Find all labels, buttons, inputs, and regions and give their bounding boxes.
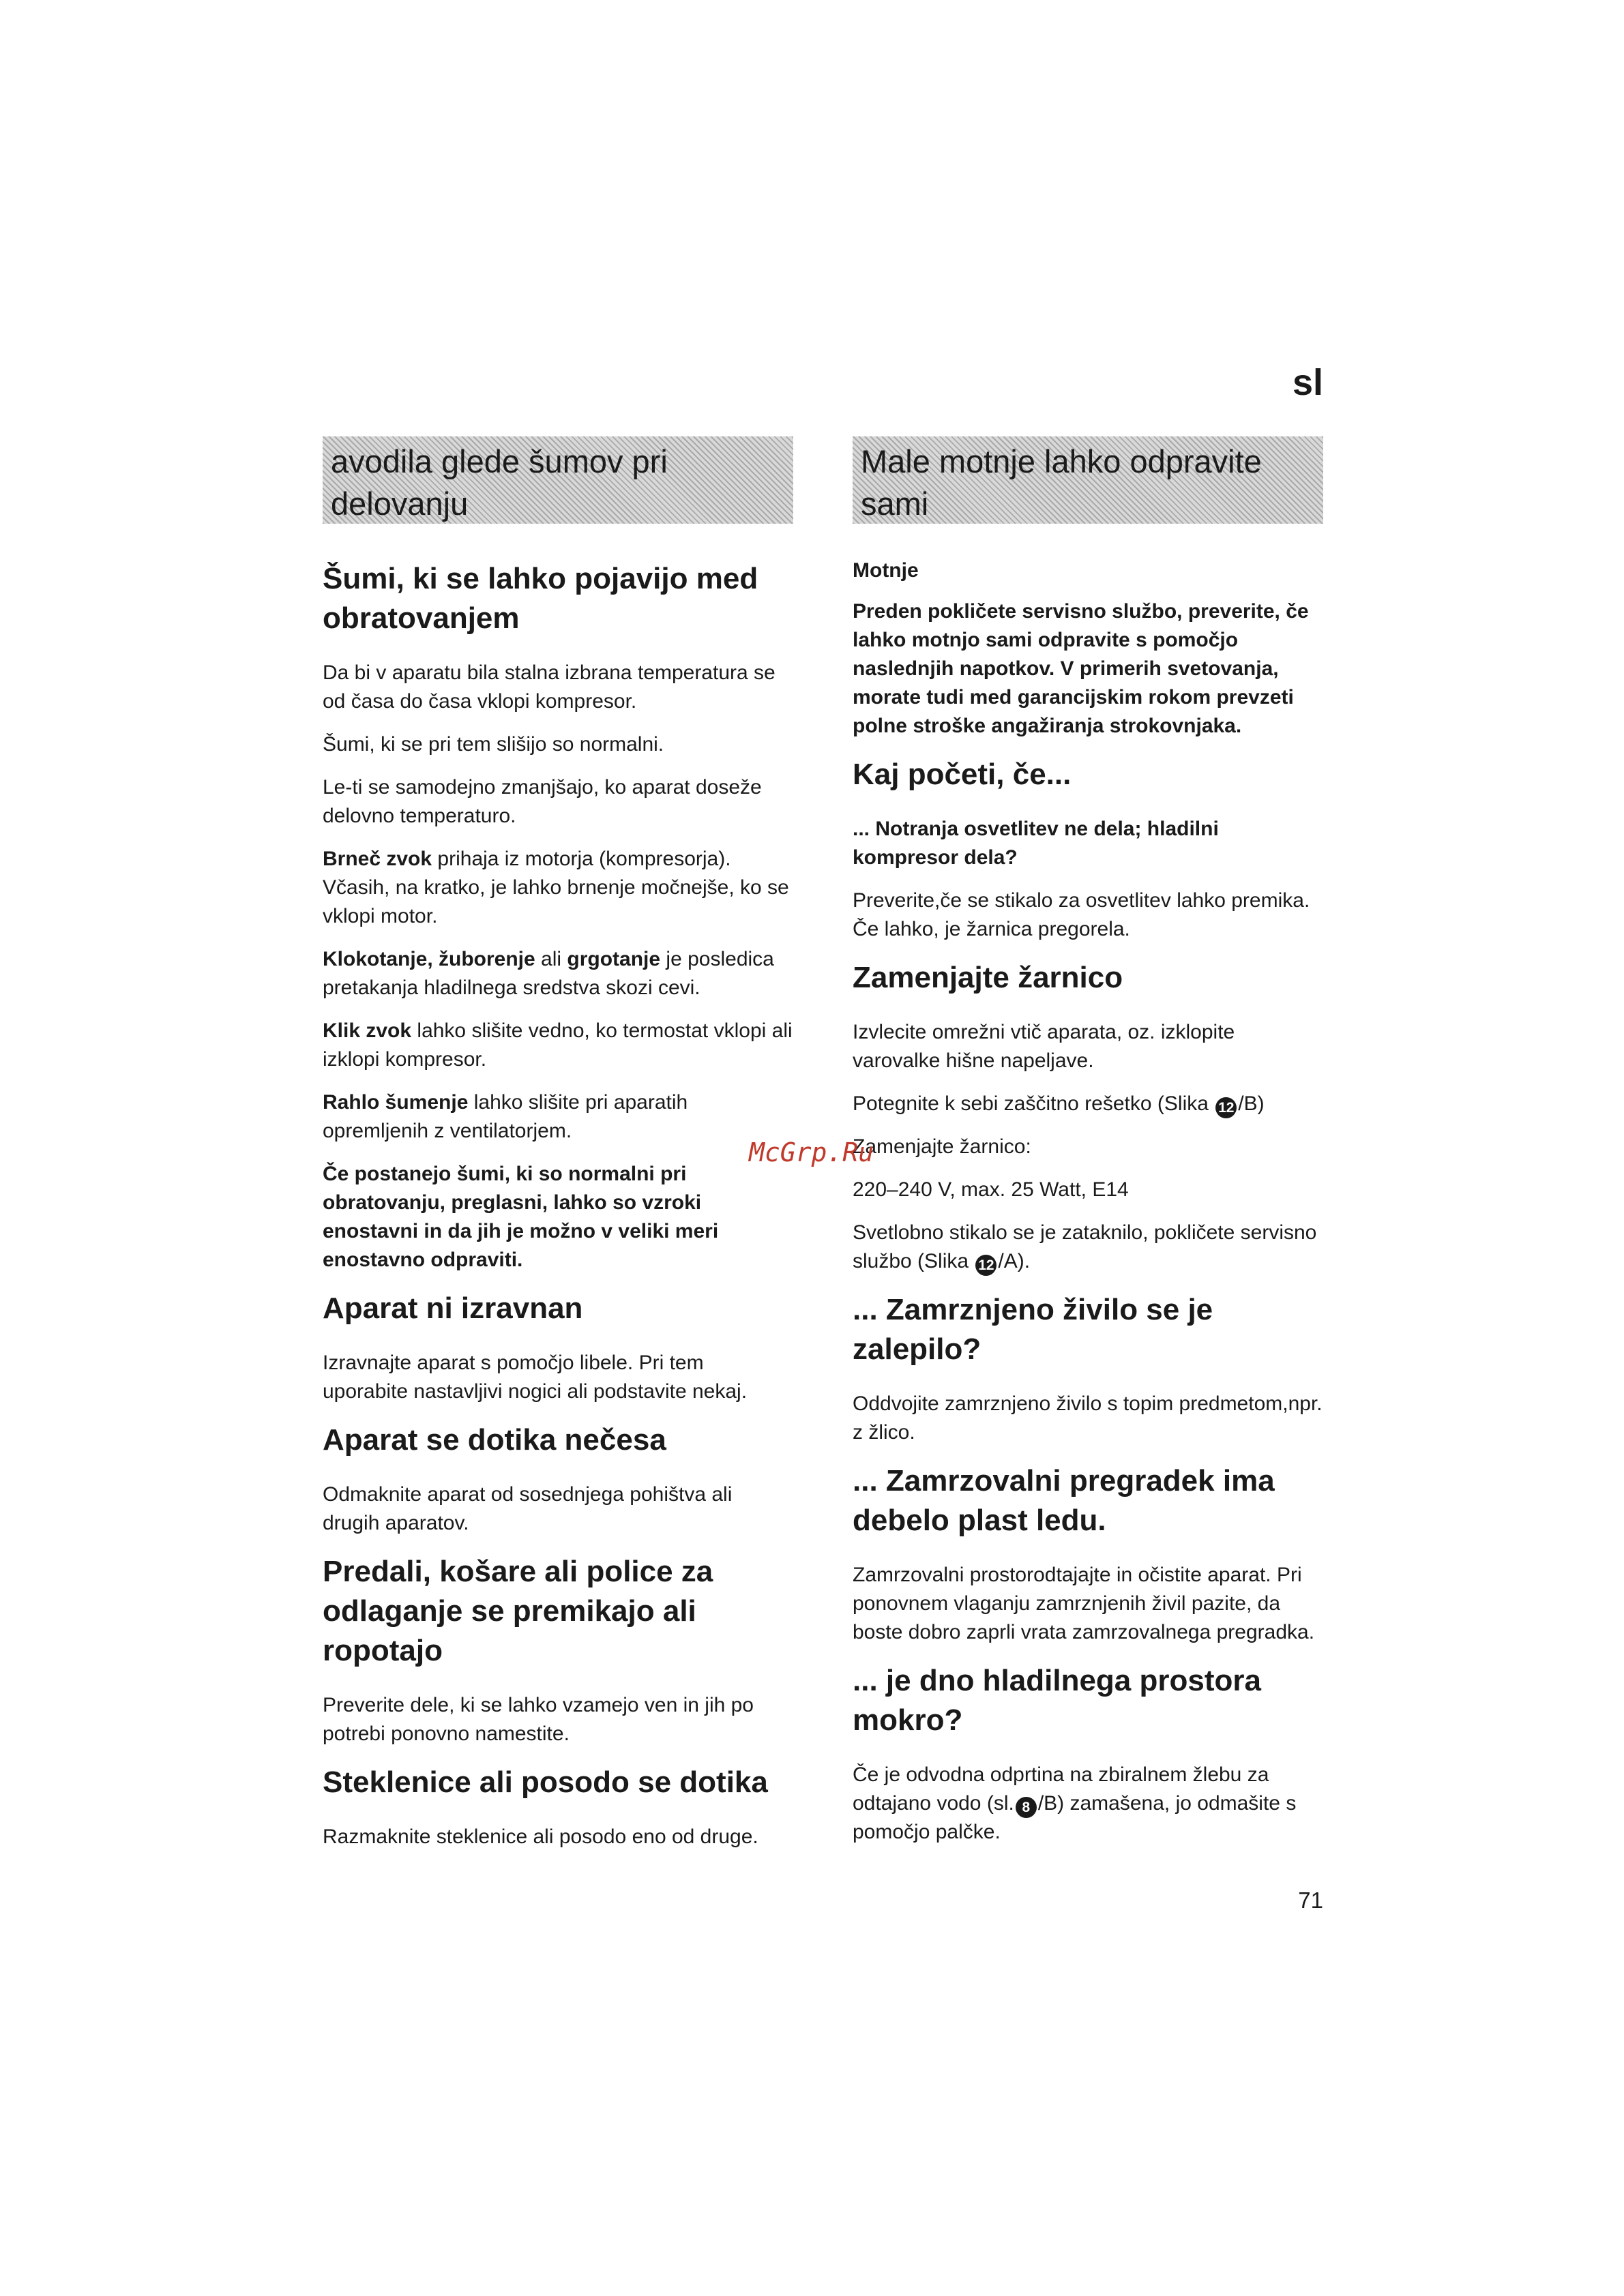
bold-term: Klokotanje, žuborenje — [323, 948, 535, 970]
label-faults: Motnje — [853, 559, 919, 582]
text: Svetlobno stikalo se je zataknilo, pokličete servisno službo (Slika — [853, 1221, 1317, 1272]
paragraph-click — [323, 1017, 793, 1074]
paragraph: Razmaknite steklenice ali posodo eno od druge. — [323, 1825, 758, 1848]
text: Potegnite k sebi zaščitno rešetko (Slika — [853, 1092, 1215, 1115]
left-column — [323, 436, 793, 1866]
paragraph: Izravnajte aparat s pomočjo libele. Pri tem uporabite nastavljivi nogici ali podstavite nekaj. — [323, 1352, 748, 1403]
paragraph-figure-ref — [853, 1090, 1323, 1118]
paragraph: Preverite dele, ki se lahko vzamejo ven in jih po potrebi ponovno namestite. — [323, 1694, 754, 1745]
bold-term: Brneč zvok — [323, 848, 432, 870]
intro-paragraph: Preden pokličete servisno službo, preverite, če lahko motnjo sami odpravite s pomočjo naslednjih napotkov. V primerih svetovanja, morate tudi med garancijskim rokom prevzeti polne stroške angažiranja strokovnjaka. — [853, 600, 1309, 737]
text: /B) zamašena, jo odmašite s pomočjo palčke. — [853, 1792, 1297, 1843]
bold-term: Rahlo šumenje — [323, 1091, 469, 1114]
paragraph-hum — [323, 845, 793, 931]
header-line-2: sami — [861, 486, 929, 522]
figure-number-badge: 8 — [1016, 1797, 1037, 1818]
header-line-2: delovanju — [331, 486, 469, 522]
language-tag: sl — [1292, 362, 1323, 403]
paragraph-bold-note: Če postanejo šumi, ki so normalni pri obratovanju, preglasni, lahko so vzroki enostavni in da jih je možno v veliki meri enostavno odpraviti. — [323, 1163, 719, 1271]
heading-replace-bulb: Zamenjajte žarnico — [853, 961, 1123, 994]
heading-wet-bottom: ... je dno hladilnega prostora mokro? — [853, 1664, 1261, 1737]
paragraph: Oddvojite zamrznjeno živilo s topim predmetom,npr. z žlico. — [853, 1392, 1323, 1444]
paragraph-bulb-spec: 220–240 V, max. 25 Watt, E14 — [853, 1178, 1129, 1201]
text: /A). — [998, 1250, 1031, 1272]
text: /B) — [1238, 1092, 1265, 1115]
paragraph-figure-ref — [853, 1761, 1323, 1847]
heading-what-to-do: Kaj početi, če... — [853, 758, 1072, 791]
heading-touching: Aparat se dotika nečesa — [323, 1423, 666, 1457]
figure-number-badge: 12 — [975, 1255, 996, 1276]
paragraph: Da bi v aparatu bila stalna izbrana temperatura se od časa do časa vklopi kompresor. — [323, 661, 776, 713]
paragraph-rustle — [323, 1088, 793, 1146]
header-line-1: avodila glede šumov pri — [331, 443, 668, 479]
paragraph-gurgle — [323, 945, 793, 1002]
paragraph-figure-ref — [853, 1219, 1323, 1276]
heading-drawers: Predali, košare ali police za odlaganje se premikajo ali ropotajo — [323, 1555, 713, 1667]
bold-term: Klik zvok — [323, 1019, 412, 1042]
header-line-1: Male motnje lahko odpravite — [861, 443, 1262, 479]
bold-term: grgotanje — [567, 948, 661, 970]
paragraph: Odmaknite aparat od sosednjega pohištva ali drugih aparatov. — [323, 1483, 733, 1534]
text: ali — [535, 948, 567, 970]
text: prihaja iz motorja (kompresorja). Včasih, na kratko, je lahko brnenje močnejše, ko se vklopi motor. — [323, 848, 789, 927]
text: lahko slišite pri aparatih opremljenih z ventilatorjem. — [323, 1091, 688, 1142]
heading-ice-layer: ... Zamrzovalni pregradek ima debelo plast ledu. — [853, 1464, 1275, 1537]
paragraph: Le-ti se samodejno zmanjšajo, ko aparat doseže delovno temperaturo. — [323, 776, 762, 827]
watermark: McGrp.Ru — [749, 1137, 874, 1167]
right-column — [853, 436, 1323, 1861]
paragraph: Preverite,če se stikalo za osvetlitev lahko premika. Če lahko, je žarnica pregorela. — [853, 889, 1310, 940]
paragraph: Zamrzovalni prostorodtajajte in očistite aparat. Pri ponovnem vlaganju zamrznjenih živil pazite, da boste dobro zaprli vrata zamrzovalnega pregradka. — [853, 1564, 1315, 1643]
heading-noises: Šumi, ki se lahko pojavijo med obratovanjem — [323, 562, 758, 635]
text: Če je odvodna odprtina na zbiralnem žlebu za odtajano vodo (sl. — [853, 1763, 1269, 1815]
text: lahko slišite vedno, ko termostat vklopi ali izklopi kompresor. — [323, 1019, 793, 1071]
figure-number-badge: 12 — [1215, 1097, 1237, 1118]
question-light: ... Notranja osvetlitev ne dela; hladilni kompresor dela? — [853, 818, 1219, 869]
text: je posledica pretakanja hladilnega sredstva skozi cevi. — [323, 948, 774, 999]
heading-bottles: Steklenice ali posodo se dotika — [323, 1765, 768, 1799]
page-number: 71 — [1298, 1888, 1323, 1913]
paragraph: Zamenjajte žarnico: — [853, 1135, 1031, 1158]
heading-frozen-stuck: ... Zamrznjeno živilo se je zalepilo? — [853, 1293, 1213, 1366]
paragraph: Izvlecite omrežni vtič aparata, oz. izklopite varovalke hišne napeljave. — [853, 1021, 1235, 1072]
paragraph: Šumi, ki se pri tem slišijo so normalni. — [323, 733, 664, 756]
section-header-faults — [853, 436, 1323, 524]
section-header-noise — [323, 436, 793, 524]
heading-not-level: Aparat ni izravnan — [323, 1292, 583, 1325]
